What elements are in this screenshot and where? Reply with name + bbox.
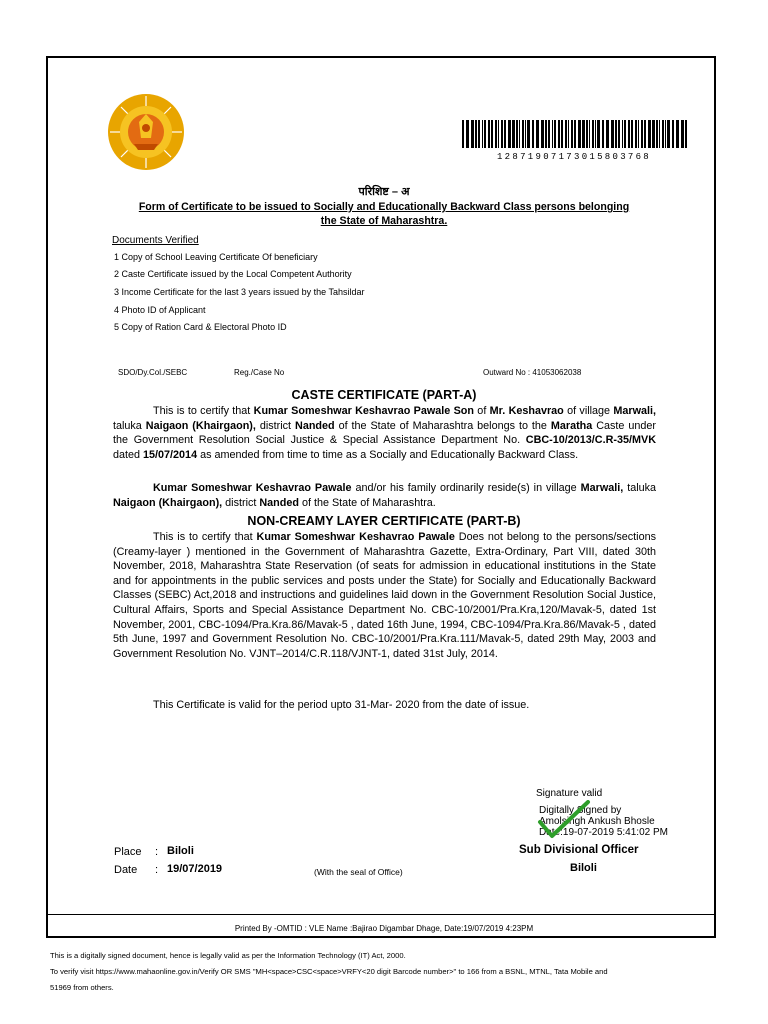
part-a-paragraph-2: Kumar Someshwar Keshavrao Pawale and/or his family ordinarily reside(s) in village Marwali, taluka Naigaon (Khairgaon), district Nanded of the State of Maharashtra. (113, 482, 657, 509)
barcode-bar (536, 120, 539, 148)
barcode-number: 12871907173015803768 (496, 152, 652, 162)
barcode-bar (482, 120, 483, 148)
footer-legal-line: This is a digitally signed document, hence is legally valid as per the Information Technology (IT) Act, 2000. (50, 951, 406, 960)
document-item: 1 Copy of School Leaving Certificate Of beneficiary (114, 252, 318, 262)
barcode-bar (498, 120, 499, 148)
barcode-bar (568, 120, 569, 148)
barcode-bar (484, 120, 486, 148)
date-label: Date (114, 864, 138, 876)
barcode-bar (665, 120, 666, 148)
validity-text: This Certificate is valid for the period upto 31-Mar- 2020 from the date of issue. (153, 699, 530, 711)
barcode-bar (615, 120, 617, 148)
barcode-bar (501, 120, 503, 148)
officer-place: Biloli (570, 862, 597, 874)
barcode-bar (631, 120, 633, 148)
barcode-bar (592, 120, 594, 148)
hindi-heading: परिशिष्ट – अ (358, 186, 410, 198)
barcode-bar (554, 120, 556, 148)
barcode-bar (618, 120, 620, 148)
office-code: SDO/Dy.Col./SEBC (118, 368, 188, 377)
reg-case-label: Reg./Case No (234, 368, 285, 377)
barcode-bar (595, 120, 596, 148)
signature-valid-label: Signature valid (536, 788, 603, 799)
part-a-paragraph-1: This is to certify that Kumar Someshwar Keshavrao Pawale Son of Mr. Keshavrao of village Marwali, taluka Naigaon (Khairgaon), district Nanded of the State of Maharashtra belongs to the Maratha Caste under the Government Resolution Social Justice & Special Assistance Department No. CBC-10/2013/C.R-35/MVK dated 15/07/2014 as amended from time to time as a Socially and Educationally Backward Class. (113, 405, 657, 461)
barcode-bar (652, 120, 655, 148)
barcode-bar (522, 120, 524, 148)
document-item: 4 Photo ID of Applicant (114, 305, 206, 315)
barcode-bar (466, 120, 469, 148)
barcode-bar (525, 120, 526, 148)
signature-valid-check-icon (536, 800, 592, 840)
place-value: Biloli (167, 845, 194, 857)
form-title: Form of Certificate to be issued to Socially and Educationally Backward Class persons belonging the State of Maharashtra. (138, 201, 630, 227)
barcode-bar (681, 120, 684, 148)
barcode-bar (504, 120, 506, 148)
barcode-bar (656, 120, 658, 148)
barcode-bar (532, 120, 534, 148)
barcode-bar (635, 120, 637, 148)
barcode-bar (597, 120, 600, 148)
barcode-bar (611, 120, 614, 148)
date-value: 19/07/2019 (167, 863, 223, 875)
footer-divider (48, 914, 714, 915)
barcode-bar (676, 120, 679, 148)
barcode-bar (495, 120, 497, 148)
barcode-bar (545, 120, 547, 148)
barcode-bar (589, 120, 590, 148)
barcode-bar (462, 120, 464, 148)
barcode-bar (558, 120, 560, 148)
barcode-bar (624, 120, 626, 148)
barcode-bar (478, 120, 480, 148)
barcode-bar (475, 120, 477, 148)
barcode-bar (602, 120, 604, 148)
barcode-bar (582, 120, 585, 148)
barcode-bar (667, 120, 670, 148)
barcode-bar (561, 120, 563, 148)
footer-verify-line-2: 51969 from others. (50, 983, 114, 992)
barcode-bar (512, 120, 515, 148)
barcode-bar (622, 120, 623, 148)
barcode-bar (662, 120, 664, 148)
barcode-bar (672, 120, 674, 148)
seal-note: (With the seal of Office) (314, 867, 403, 877)
footer-verify-line: To verify visit https://www.mahaonline.gov.in/Verify OR SMS "MH<space>CSC<space>VRFY<20 digit Barcode number>" to 166 from a BSNL, MTNL, Tata Mobile and (50, 967, 608, 976)
officer-designation: Sub Divisional Officer (519, 844, 639, 856)
barcode-bar (519, 120, 520, 148)
barcode-bar (659, 120, 660, 148)
barcode-bar (565, 120, 567, 148)
barcode-bar (606, 120, 609, 148)
printed-by: Printed By -OMTID : VLE Name :Bajirao Digambar Dhage, Date:19/07/2019 4:23PM (234, 924, 534, 933)
document-item: 3 Income Certificate for the last 3 years issued by the Tahsildar (114, 287, 365, 297)
signature-line-2: Amolsingh Ankush Bhosle (539, 816, 655, 827)
signature-line-1: Digitally Signed by (539, 805, 622, 816)
barcode-bar (574, 120, 576, 148)
barcode-bar (638, 120, 639, 148)
barcode-bar (578, 120, 581, 148)
barcode-bar (508, 120, 511, 148)
barcode-bar (527, 120, 530, 148)
barcode-bar (628, 120, 630, 148)
barcode-bar (541, 120, 544, 148)
barcode (460, 120, 688, 148)
barcode-bar (552, 120, 553, 148)
barcode-bar (471, 120, 474, 148)
part-b-paragraph: This is to certify that Kumar Someshwar Keshavrao Pawale Does not belong to the persons/sections (Creamy-layer ) mentioned in the Government of Maharashtra Gazette, Extra-Ordinary, Part VIII, dated 30th November, 2018, Maharashtra State Reservation (of seats for admission in educational institutions in the State and for appointments in the public services and posts under the State) for Socially and Educationally Backward Classes (SEBC) Act,2018 and instructions and guidelines laid down in the Government Resolution Social Justice, Cultural Affairs, Sports and Special Assistance Department No. CBC-10/2001/Pra.Kra,120/Mavak-5, dated 1st November, 2001, CBC-1094/Pra.Kra.86/Mavak-5 , dated 16th June, 1994, CBC-1094/Pra.Kra.86/Mavak-5 , dated 5th June, 1997 and Government Resolution No. CBC-10/2001/Pra.Kra.111/Mavak-5, dated 29th May, 2003 and Government Resolution No. VJNT–2014/C.R.118/VJNT-1, dated 31st July, 2014. (113, 531, 656, 660)
documents-verified-heading: Documents Verified (112, 235, 199, 246)
signature-line-3: Date:19-07-2019 5:41:02 PM (539, 827, 668, 838)
document-item: 2 Caste Certificate issued by the Local Competent Authority (114, 269, 352, 279)
place-label: Place (114, 846, 142, 858)
date-colon: : (155, 864, 159, 876)
document-item: 5 Copy of Ration Card & Electoral Photo ID (114, 322, 287, 332)
maharashtra-emblem-icon (106, 92, 186, 172)
barcode-bar (685, 120, 687, 148)
barcode-bar (644, 120, 646, 148)
barcode-bar (641, 120, 643, 148)
barcode-bar (548, 120, 550, 148)
outward-number: Outward No : 41053062038 (483, 368, 582, 377)
barcode-bar (516, 120, 518, 148)
barcode-bar (586, 120, 588, 148)
barcode-bar (571, 120, 573, 148)
barcode-bar (491, 120, 493, 148)
part-b-title: NON-CREAMY LAYER CERTIFICATE (PART-B) (247, 514, 521, 528)
part-a-title: CASTE CERTIFICATE (PART-A) (291, 388, 477, 402)
place-colon: : (155, 846, 159, 858)
barcode-bar (488, 120, 490, 148)
barcode-bar (648, 120, 651, 148)
